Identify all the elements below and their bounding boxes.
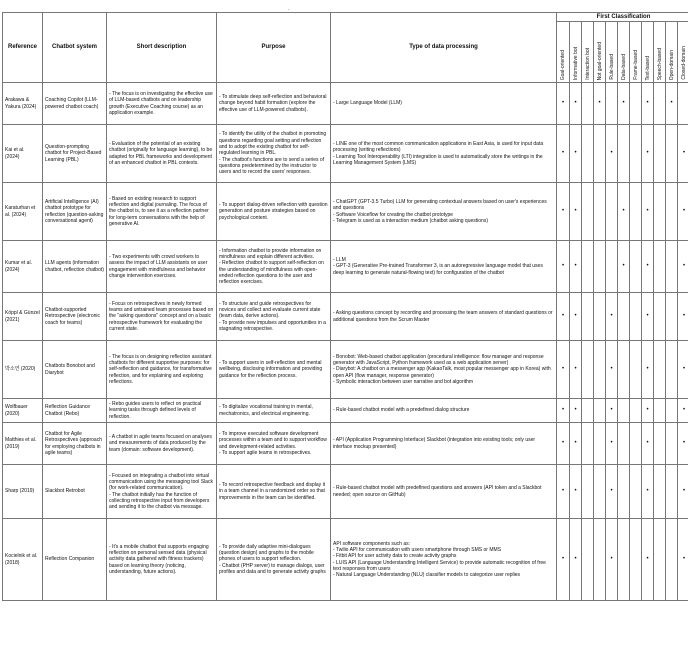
chatbot-system-cell: Chatbot-supported Retrospective (electronic coach for teams) bbox=[43, 293, 107, 341]
category-header: Closed-domain bbox=[678, 22, 688, 83]
classification-mark bbox=[582, 125, 594, 183]
classification-mark bbox=[666, 293, 678, 341]
classification-mark: • bbox=[606, 465, 618, 519]
classification-mark bbox=[630, 83, 642, 125]
table-row bbox=[3, 293, 688, 341]
classification-mark bbox=[666, 519, 678, 601]
table-row bbox=[3, 183, 688, 241]
chatbot-system-cell: Slackbot Retrobot bbox=[43, 465, 107, 519]
classification-mark: • bbox=[570, 125, 582, 183]
table-row bbox=[3, 399, 688, 423]
table-row bbox=[3, 125, 688, 183]
chatbot-system-cell: Chatbot for Agile Retrospectives (approach for employing chatbots in agile teams) bbox=[43, 423, 107, 465]
purpose-cell: - To support users in self-reflection and mental wellbeing, disclosing information and providing guidance for the reflection process. bbox=[217, 341, 331, 399]
header-short-description: Short description bbox=[107, 13, 217, 83]
data-processing-cell: - LINE one of the most common communication applications in East Asia, is used for input data processing (writing reflections) - Learning Tool Interoperability (LTI) integration is used to automatically store the writings in the Learning Management System (LMS) bbox=[331, 125, 557, 183]
table-row bbox=[3, 519, 688, 601]
category-header: Interaction bot bbox=[582, 22, 594, 83]
classification-mark bbox=[594, 125, 606, 183]
classification-mark bbox=[594, 423, 606, 465]
header-row-1 bbox=[3, 13, 688, 22]
reference-cell: Kai et al. (2024) bbox=[3, 125, 43, 183]
classification-mark: • bbox=[606, 519, 618, 601]
classification-mark bbox=[654, 341, 666, 399]
purpose-cell: - To digitalize vocational training in mental, mechatronics, and electrical engineering. bbox=[217, 399, 331, 423]
purpose-cell: - To stimulate deep self-reflection and behavioral change beyond habit formation (explore the effective use of LLM-powered chatbots). bbox=[217, 83, 331, 125]
description-cell: - Based on existing research to support reflection and digital journaling. The focus of the chatbot is, to see it as a reflection partner for long-term conversations with the help of generative AI. bbox=[107, 183, 217, 241]
description-cell: - Focus on retrospectives in newly formed teams and untrained team processes based on the "asking questions" concept and on a basic retrospective framework for evaluating the current state. bbox=[107, 293, 217, 341]
classification-mark bbox=[630, 423, 642, 465]
purpose-cell: - To support dialog-driven reflection with question generation and posture strategies based on psychological content. bbox=[217, 183, 331, 241]
header-data-processing: Type of data processing bbox=[331, 13, 557, 83]
classification-mark: • bbox=[606, 423, 618, 465]
classification-mark: • bbox=[642, 83, 654, 125]
classification-mark: • bbox=[557, 399, 570, 423]
classification-mark bbox=[582, 341, 594, 399]
classification-mark bbox=[582, 399, 594, 423]
classification-mark bbox=[630, 293, 642, 341]
classification-mark: • bbox=[642, 399, 654, 423]
classification-mark: • bbox=[642, 519, 654, 601]
purpose-cell: - To structure and guide retrospectives for novices and collect and evaluate current state (team data, derive actions). - To provide new impulses and opportunities in a stagnating retrospective. bbox=[217, 293, 331, 341]
classification-mark: • bbox=[642, 423, 654, 465]
purpose-cell: - To provide daily adaptive mini-dialogues (question design) and graphs to the mobile phones of users to support reflection. - Chatbot (PHP server) to manage dialogs, user profiles and data and to generate activity graphs bbox=[217, 519, 331, 601]
category-header: Goal-oriented bbox=[557, 22, 570, 83]
classification-mark: • bbox=[642, 183, 654, 241]
classification-mark bbox=[606, 183, 618, 241]
classification-mark: • bbox=[606, 341, 618, 399]
classification-mark bbox=[594, 465, 606, 519]
purpose-cell: - To improve executed software development processes within a team and to support workflow and development-related activities. - To support agile teams in retrospectives. bbox=[217, 423, 331, 465]
classification-mark bbox=[594, 341, 606, 399]
data-processing-cell: - Asking questions concept by recording and processing the team answers of standard questions or additional questions from the Scrum Master bbox=[331, 293, 557, 341]
classification-mark bbox=[666, 423, 678, 465]
classification-mark: • bbox=[557, 341, 570, 399]
classification-mark bbox=[618, 125, 630, 183]
classification-mark bbox=[654, 125, 666, 183]
table-row bbox=[3, 423, 688, 465]
reference-cell: Karaturhan et al. (2024) bbox=[3, 183, 43, 241]
category-header: Text-based bbox=[642, 22, 654, 83]
category-header: Frame-based bbox=[630, 22, 642, 83]
classification-mark bbox=[582, 465, 594, 519]
top-mark: . bbox=[288, 6, 290, 12]
classification-mark: • bbox=[606, 399, 618, 423]
classification-mark bbox=[606, 83, 618, 125]
classification-mark: • bbox=[678, 125, 688, 183]
classification-table bbox=[2, 12, 688, 601]
table-row bbox=[3, 83, 688, 125]
reference-cell: Wolfbauer (2020) bbox=[3, 399, 43, 423]
data-processing-cell: - Rule-based chatbot model with predefined questions and answers (API token and a Slackbot needed; open source on GitHub) bbox=[331, 465, 557, 519]
classification-mark bbox=[582, 183, 594, 241]
classification-mark: • bbox=[570, 241, 582, 293]
purpose-cell: - To record retrospective feedback and display it in a team channel in a randomized order so that improvements in the team can be identified. bbox=[217, 465, 331, 519]
classification-mark: • bbox=[678, 183, 688, 241]
classification-mark bbox=[582, 83, 594, 125]
classification-mark bbox=[666, 125, 678, 183]
reference-cell: Matthies et al. (2019) bbox=[3, 423, 43, 465]
classification-mark bbox=[678, 83, 688, 125]
classification-mark: • bbox=[570, 341, 582, 399]
classification-mark bbox=[654, 293, 666, 341]
classification-mark: • bbox=[570, 293, 582, 341]
classification-mark bbox=[582, 241, 594, 293]
classification-mark bbox=[582, 519, 594, 601]
classification-mark bbox=[582, 293, 594, 341]
classification-mark: • bbox=[642, 293, 654, 341]
data-processing-cell: - Rule-based chatbot model with a predefined dialog structure bbox=[331, 399, 557, 423]
category-header: Open-domain bbox=[666, 22, 678, 83]
category-header: Not goal-oriented bbox=[594, 22, 606, 83]
header-chatbot-system: Chatbot system bbox=[43, 13, 107, 83]
classification-mark: • bbox=[678, 241, 688, 293]
classification-mark: • bbox=[570, 423, 582, 465]
classification-mark: • bbox=[642, 241, 654, 293]
classification-mark bbox=[606, 241, 618, 293]
category-header: Informative bot bbox=[570, 22, 582, 83]
category-header: Data-based bbox=[618, 22, 630, 83]
classification-mark bbox=[594, 293, 606, 341]
table-body bbox=[3, 83, 688, 601]
description-cell: - A chatbot in agile teams focused on analyses and measurements of data produced by the team (domain: software development). bbox=[107, 423, 217, 465]
classification-mark bbox=[654, 465, 666, 519]
classification-mark bbox=[654, 423, 666, 465]
classification-mark: • bbox=[678, 465, 688, 519]
description-cell: - It's a mobile chatbot that supports engaging reflection on personal sensed data (physical activity data gathered with fitness trackers) based on learning theory (noticing, understanding, future actions). bbox=[107, 519, 217, 601]
classification-mark: • bbox=[557, 83, 570, 125]
purpose-cell: - Information chatbot to provide information on mindfulness and explain different activities. - Reflection chatbot to support self-reflection on the understanding of mindfulness with open-ended reflection questions to the user and reflection exercises. bbox=[217, 241, 331, 293]
classification-mark: • bbox=[570, 183, 582, 241]
description-cell: - Focused on integrating a chatbot into virtual communication using the messaging tool Slack (for work-related communication). - The chatbot initially has the function of collecting retrospective input from developers and sending it to the chatbot via message. bbox=[107, 465, 217, 519]
header-purpose: Purpose bbox=[217, 13, 331, 83]
classification-mark: • bbox=[557, 293, 570, 341]
reference-cell: 박소연 (2020) bbox=[3, 341, 43, 399]
description-cell: - Evaluation of the potential of an existing chatbot (originally for language learning), to be adapted for PBL frameworks and development of an enhanced chatbot in PBL contexts. bbox=[107, 125, 217, 183]
classification-mark: • bbox=[570, 465, 582, 519]
category-header: Rule-based bbox=[606, 22, 618, 83]
classification-mark: • bbox=[618, 183, 630, 241]
table-row bbox=[3, 341, 688, 399]
classification-mark: • bbox=[678, 293, 688, 341]
classification-mark: • bbox=[606, 125, 618, 183]
chatbot-system-cell: Chatbots Bonobot and Diarybot bbox=[43, 341, 107, 399]
classification-mark: • bbox=[618, 241, 630, 293]
reference-cell: Kumar et al. (2024) bbox=[3, 241, 43, 293]
table-row bbox=[3, 241, 688, 293]
reference-cell: Kocielnik et al. (2018) bbox=[3, 519, 43, 601]
header-first-classification: First Classification bbox=[557, 13, 688, 22]
classification-mark: • bbox=[570, 83, 582, 125]
classification-mark bbox=[618, 519, 630, 601]
classification-mark: • bbox=[678, 519, 688, 601]
classification-mark: • bbox=[557, 183, 570, 241]
classification-mark: • bbox=[570, 399, 582, 423]
description-cell: - Two experiments with crowd workers to assess the impact of LLM assistants on user engagement with mindfulness and behavior change intervention exercises. bbox=[107, 241, 217, 293]
classification-mark bbox=[630, 241, 642, 293]
category-header: Speech-based bbox=[654, 22, 666, 83]
classification-mark: • bbox=[557, 125, 570, 183]
classification-mark: • bbox=[666, 83, 678, 125]
chatbot-system-cell: Question-prompting chatbot for Project-Based Learning (PBL) bbox=[43, 125, 107, 183]
classification-mark: • bbox=[557, 465, 570, 519]
chatbot-system-cell: Coaching Copilot (LLM-powered chatbot coach) bbox=[43, 83, 107, 125]
classification-mark: • bbox=[642, 341, 654, 399]
reference-cell: Köppl & Günzel (2021) bbox=[3, 293, 43, 341]
document-page bbox=[2, 2, 686, 662]
classification-mark bbox=[630, 399, 642, 423]
data-processing-cell: - Bonobot: Web-based chatbot application (procedural intelligence: flow manager and response generator with JavaScript, Python framework used as a web application server) - Diarybot: A chatbot on a messenger app (KakaoTalk, most popular messenger app in Korea) with open API (flow manager, response generator) - Symbolic interaction between user narrative and bot algorithm bbox=[331, 341, 557, 399]
classification-mark bbox=[630, 183, 642, 241]
chatbot-system-cell: Reflection Guidance Chatbot (Rebo) bbox=[43, 399, 107, 423]
classification-mark bbox=[618, 293, 630, 341]
classification-mark bbox=[666, 241, 678, 293]
classification-mark bbox=[594, 241, 606, 293]
reference-cell: Arakawa & Yakura (2024) bbox=[3, 83, 43, 125]
classification-mark: • bbox=[606, 293, 618, 341]
description-cell: - Rebo guides users to reflect on practical learning tasks through defined levels of reflection. bbox=[107, 399, 217, 423]
classification-mark bbox=[618, 341, 630, 399]
classification-mark bbox=[630, 519, 642, 601]
data-processing-cell: - API (Application Programming Interface) Slackbot (integration into existing tools; only user interface mockup presented) bbox=[331, 423, 557, 465]
classification-mark: • bbox=[642, 125, 654, 183]
classification-mark bbox=[618, 423, 630, 465]
classification-mark: • bbox=[557, 519, 570, 601]
header-reference: Reference bbox=[3, 13, 43, 83]
classification-mark bbox=[594, 519, 606, 601]
classification-mark bbox=[594, 399, 606, 423]
classification-mark: • bbox=[618, 83, 630, 125]
classification-mark bbox=[654, 241, 666, 293]
data-processing-cell: - ChatGPT (GPT-3.5 Turbo) LLM for generating contextual answers based on user's experiences and questions - Software Voiceflow for creating the chatbot prototype - Telegram is used as a interaction medium (chatbot asking questions) bbox=[331, 183, 557, 241]
classification-mark bbox=[630, 465, 642, 519]
classification-mark bbox=[666, 341, 678, 399]
classification-mark bbox=[618, 399, 630, 423]
classification-mark: • bbox=[678, 399, 688, 423]
chatbot-system-cell: LLM agents (information chatbot, reflection chatbot) bbox=[43, 241, 107, 293]
classification-mark: • bbox=[594, 83, 606, 125]
classification-mark bbox=[666, 399, 678, 423]
data-processing-cell: API software components such as: - Twilio API for communication with users smartphone through SMS or MMS - Fitbit API for user activity data to create activity graphs - LUIS API (Language Understanding Intelligent Service) to provide automatic recognition of free text responses from users - Natural Language Understanding (NLU) classifier models to categorize user replies bbox=[331, 519, 557, 601]
data-processing-cell: - Large Language Model (LLM) bbox=[331, 83, 557, 125]
classification-mark: • bbox=[642, 465, 654, 519]
classification-mark bbox=[582, 423, 594, 465]
classification-mark bbox=[618, 465, 630, 519]
data-processing-cell: - LLM - GPT-3 (Generative Pre-trained Transformer 3, is an autoregressive language model that uses deep learning to generate natural-flowing text) for configuration of the chatbot bbox=[331, 241, 557, 293]
classification-mark bbox=[630, 341, 642, 399]
classification-mark: • bbox=[570, 519, 582, 601]
classification-mark: • bbox=[678, 341, 688, 399]
classification-mark bbox=[594, 183, 606, 241]
description-cell: - The focus is on designing reflection assistant chatbots for different supportive purposes: for self-reflection and guidance, for transformative reflection, and for explaining and exploring reflections. bbox=[107, 341, 217, 399]
reference-cell: Sharp (2019) bbox=[3, 465, 43, 519]
classification-mark: • bbox=[557, 423, 570, 465]
classification-mark: • bbox=[557, 241, 570, 293]
classification-mark: • bbox=[678, 423, 688, 465]
chatbot-system-cell: Artificial Intelligence (AI) chatbot prototype for reflection (question-asking conversational agent) bbox=[43, 183, 107, 241]
classification-mark bbox=[654, 183, 666, 241]
classification-mark bbox=[654, 399, 666, 423]
classification-mark bbox=[654, 519, 666, 601]
classification-mark bbox=[666, 465, 678, 519]
classification-mark bbox=[630, 125, 642, 183]
chatbot-system-cell: Reflection Companion bbox=[43, 519, 107, 601]
description-cell: - The focus is on investigating the effective use of LLM-based chatbots and on leadership growth (Executive Coaching course) as an application example. bbox=[107, 83, 217, 125]
classification-mark bbox=[654, 83, 666, 125]
table-row bbox=[3, 465, 688, 519]
purpose-cell: - To identify the utility of the chatbot in promoting questions regarding goal setting and reflection and to adopt the existing chatbot for self-regulated learning in PBL. - The chatbot's functions are to send a series of questions predetermined by the instructor to users and to record the users' responses. bbox=[217, 125, 331, 183]
classification-mark bbox=[666, 183, 678, 241]
